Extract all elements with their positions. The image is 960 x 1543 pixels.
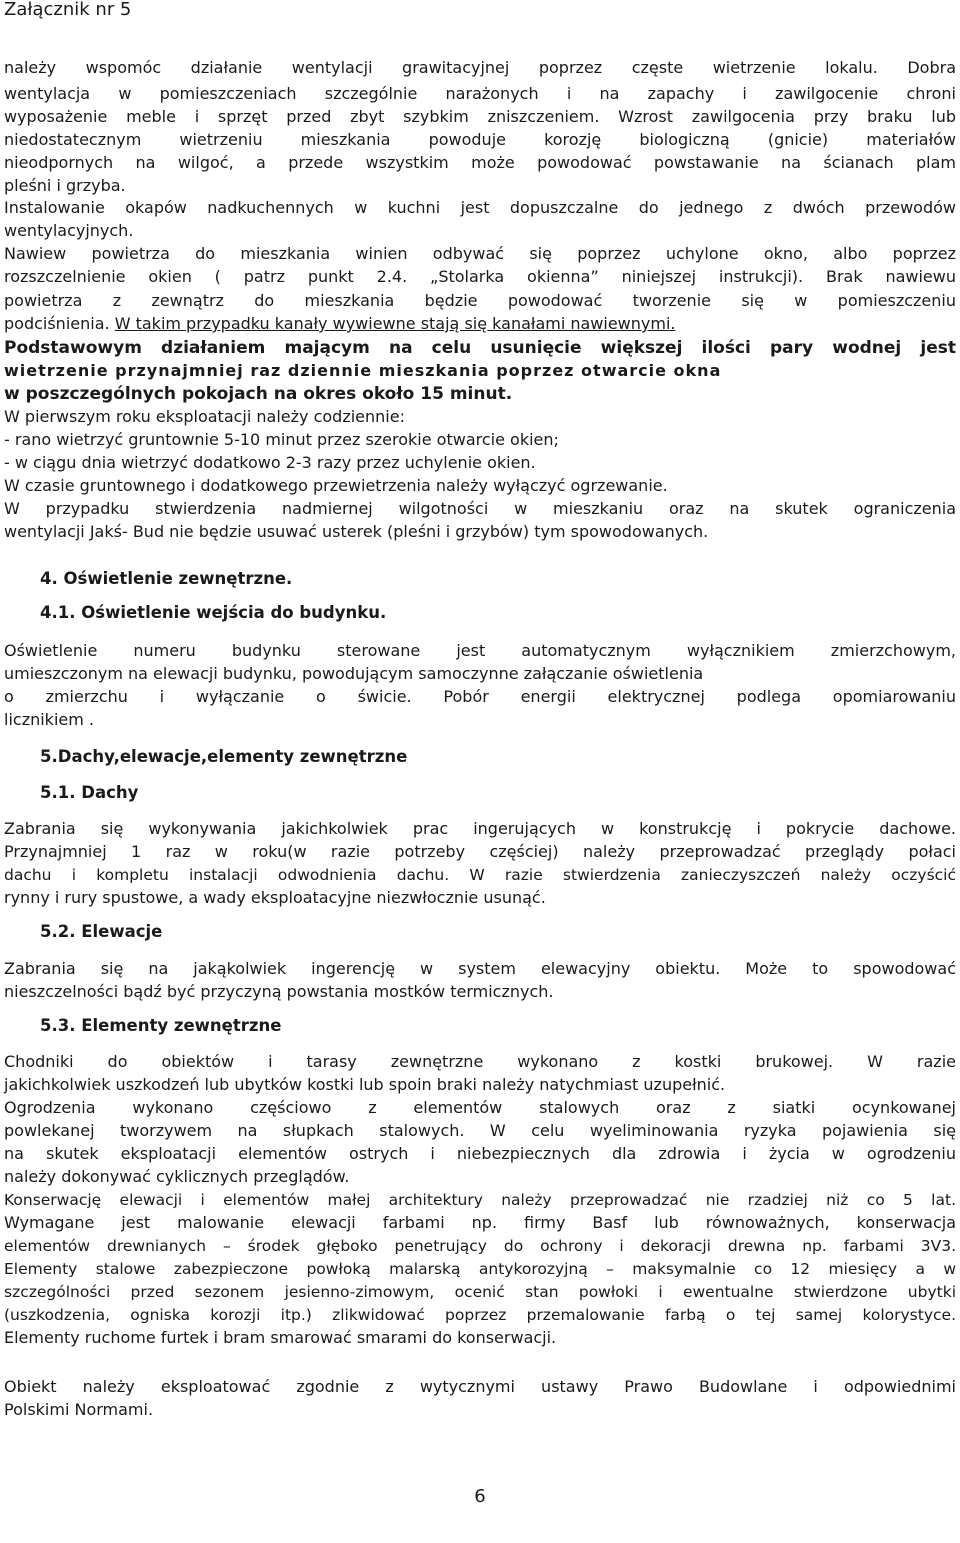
roof-line: dachu i kompletu instalacji odwodnienia dachu. W razie stwierdzenia zanieczyszczeń należy oczyścić <box>4 866 956 884</box>
section-heading: 4.1. Oświetlenie wejścia do budynku. <box>40 603 387 622</box>
hoods-line: wentylacyjnych. <box>4 221 134 240</box>
ventilation-line: nieodpornych na wilgoć, a przede wszystkim może powodować powstawanie na ścianach plam <box>4 153 956 172</box>
facade-line: nieszczelności bądź być przyczyną powstania mostków termicznych. <box>4 982 554 1001</box>
first-year-line: W pierwszym roku eksploatacji należy codziennie: <box>4 407 405 426</box>
external-elements-line: należy dokonywać cyklicznych przeglądów. <box>4 1167 350 1186</box>
section-heading: 5.Dachy,elewacje,elementy zewnętrzne <box>40 747 408 766</box>
section-heading: 5.3. Elementy zewnętrzne <box>40 1016 282 1035</box>
ventilation-line: należy wspomóc działanie wentylacji grawitacyjnej poprzez częste wietrzenie lokalu. Dobra <box>4 58 956 77</box>
external-elements-line: Chodniki do obiektów i tarasy zewnętrzne wykonano z kostki brukowej. W razie <box>4 1052 956 1071</box>
section-heading: 5.1. Dachy <box>40 783 139 802</box>
external-elements-line: na skutek eksploatacji elementów ostrych i niebezpiecznych dla zdrowia i życia w ogrodzeniu <box>4 1144 956 1163</box>
lighting-line: licznikiem . <box>4 710 94 729</box>
page-number: 6 <box>474 1486 486 1507</box>
ventilation-line: pleśni i grzyba. <box>4 176 126 195</box>
external-elements-line: Konserwację elewacji i elementów małej architektury należy przeprowadzać nie rzadziej niż co 5 lat. <box>4 1191 956 1209</box>
air-supply-line: rozszczelnienie okien ( patrz punkt 2.4. „Stolarka okienna” niniejszej instrukcji). Brak nawiewu <box>4 267 956 286</box>
roof-line: Zabrania się wykonywania jakichkolwiek prac ingerujących w konstrukcję i pokrycie dachowe. <box>4 819 956 838</box>
closing-line: Obiekt należy eksploatować zgodnie z wytycznymi ustawy Prawo Budowlane i odpowiednimi <box>4 1377 956 1396</box>
external-elements-line: Elementy stalowe zabezpieczone powłoką malarską antykorozyjną – maksymalnie co 12 miesięcy a w <box>4 1260 956 1278</box>
first-year-line: - w ciągu dnia wietrzyć dodatkowo 2-3 razy przez uchylenie okien. <box>4 453 536 472</box>
external-elements-line: powlekanej tworzywem na słupkach stalowych. W celu wyeliminowania ryzyka pojawienia się <box>4 1121 956 1140</box>
section-heading: 4. Oświetlenie zewnętrzne. <box>40 569 293 588</box>
air-supply-underlined-note: W takim przypadku kanały wywiewne stają się kanałami nawiewnymi. <box>114 314 676 333</box>
external-elements-line: (uszkodzenia, ogniska korozji itp.) zlikwidować poprzez przemalowanie farbą o tej samej kolorystyce. <box>4 1306 956 1324</box>
roof-line: Przynajmniej 1 raz w roku(w razie potrzeby częściej) należy przeprowadzać przeglądy połaci <box>4 842 956 861</box>
roof-line: rynny i rury spustowe, a wady eksploatacyjne niezwłocznie usunąć. <box>4 888 546 907</box>
external-elements-line: Elementy ruchome furtek i bram smarować smarami do konserwacji. <box>4 1328 557 1347</box>
external-elements-line: jakichkolwiek uszkodzeń lub ubytków kostki lub spoin braki należy natychmiast uzupełnić. <box>4 1075 726 1094</box>
first-year-line: - rano wietrzyć gruntownie 5-10 minut przez szerokie otwarcie okien; <box>4 430 559 449</box>
external-elements-line: Wymagane jest malowanie elewacji farbami np. firmy Basf lub równoważnych, konserwacja <box>4 1213 956 1232</box>
ventilation-line: niedostatecznym wietrzeniu mieszkania powoduje korozję biologiczną (gnicie) materiałów <box>4 130 956 149</box>
section-heading: 5.2. Elewacje <box>40 922 163 941</box>
lighting-line: o zmierzchu i wyłączanie o świcie. Pobór energii elektrycznej podlega opomiarowaniu <box>4 687 956 706</box>
facade-line: Zabrania się na jakąkolwiek ingerencję w system elewacyjny obiektu. Może to spowodować <box>4 959 956 978</box>
first-year-line: W czasie gruntownego i dodatkowego przewietrzenia należy wyłączyć ogrzewanie. <box>4 476 668 495</box>
first-year-line: W przypadku stwierdzenia nadmiernej wilgotności w mieszkaniu oraz na skutek ograniczenia <box>4 499 956 518</box>
header-title: Załącznik nr 5 <box>4 0 132 20</box>
basic-action-line: w poszczególnych pokojach na okres około 15 minut. <box>4 384 513 404</box>
ventilation-line: wyposażenie meble i sprzęt przed zbyt szybkim zniszczeniem. Wzrost zawilgocenia przy braku lub <box>4 107 956 126</box>
ventilation-line: wentylacja w pomieszczeniach szczególnie narażonych i na zapachy i zawilgocenie chroni <box>4 84 956 103</box>
external-elements-line: elementów drewnianych – środek głęboko penetrujący do ochrony i dekoracji drewna np. farbami 3V3. <box>4 1237 956 1255</box>
air-supply-line: Nawiew powietrza do mieszkania winien odbywać się poprzez uchylone okno, albo poprzez <box>4 244 956 263</box>
air-supply-line: podciśnienia. <box>4 314 110 333</box>
lighting-line: umieszczonym na elewacji budynku, powodującym samoczynne załączanie oświetlenia <box>4 664 704 683</box>
external-elements-line: Ogrodzenia wykonano częściowo z elementów stalowych oraz z siatki ocynkowanej <box>4 1098 956 1117</box>
air-supply-line: powietrza z zewnątrz do mieszkania będzie powodować tworzenie się w pomieszczeniu <box>4 291 956 310</box>
external-elements-line: szczególności przed sezonem jesienno-zimowym, ocenić stan powłoki i ewentualne stwierdzone ubytki <box>4 1283 956 1301</box>
first-year-line: wentylacji Jakś- Bud nie będzie usuwać usterek (pleśni i grzybów) tym spowodowanych. <box>4 522 709 541</box>
basic-action-line: Podstawowym działaniem mającym na celu usunięcie większej ilości pary wodnej jest <box>4 338 956 358</box>
lighting-line: Oświetlenie numeru budynku sterowane jest automatycznym wyłącznikiem zmierzchowym, <box>4 641 956 660</box>
closing-line: Polskimi Normami. <box>4 1400 154 1419</box>
hoods-line: Instalowanie okapów nadkuchennych w kuchni jest dopuszczalne do jednego z dwóch przewodów <box>4 198 956 217</box>
basic-action-line: wietrzenie przynajmniej raz dziennie mieszkania poprzez otwarcie okna <box>4 361 722 380</box>
